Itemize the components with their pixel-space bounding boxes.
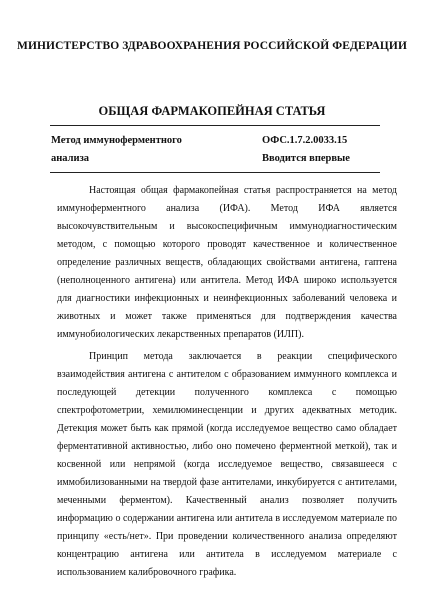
paragraph: Настоящая общая фармакопейная статья распространяется на метод иммуноферментного анализа (ИФА). Метод ИФА является высокочувствительным и высокоспецифичным иммунодиагностическим методом, с помощью которого проводят качественное и количественное определение различных веществ, обладающих свойствами антигена, гаптена (неполноценного антигена) или антитела. Метод ИФА широко используется для диагностики инфекционных и неинфекционных заболеваний человека и животных и может также применяться для подтверждения качества иммунобиологических лекарственных препаратов (ИЛП). [57, 185, 397, 340]
article-code: ОФС.1.7.2.0033.15 [262, 135, 348, 146]
article-name [51, 132, 251, 168]
article-meta [262, 132, 392, 168]
paragraph: Принцип метода заключается в реакции специфического взаимодействия антигена с антителом с образованием иммунного комплекса и последующей детекции полученного комплекса с помощью спектрофотометрии, хемилюминесценции и других адекватных методик. Детекция может быть как прямой (когда исследуемое вещество само обладает ферментативной активностью, либо оно помечено ферментной меткой), так и косвенной или непрямой (когда исследуемое вещество, связавшееся с иммобилизованными на твердой фазе антителами, инкубируется с антителами, меченными ферментом). Качественный анализ позволяет получить информацию о содержании антигена или антитела в исследуемом материале по принципу «есть/нет». При проведении количественного анализа определяют концентрацию антигена или антитела в исследуемом материале с использованием калибровочного графика. [57, 351, 397, 578]
bottom-divider [50, 172, 380, 173]
top-divider [50, 125, 380, 126]
article-status: Вводится впервые [262, 153, 350, 164]
document-body [57, 182, 397, 586]
article-name-line-2: анализа [51, 153, 90, 164]
ministry-heading: МИНИСТЕРСТВО ЗДРАВООХРАНЕНИЯ РОССИЙСКОЙ ФЕДЕРАЦИИ [16, 40, 407, 52]
article-name-line-1: Метод иммуноферментного [51, 135, 182, 146]
document-title: ОБЩАЯ ФАРМАКОПЕЙНАЯ СТАТЬЯ [98, 104, 326, 118]
